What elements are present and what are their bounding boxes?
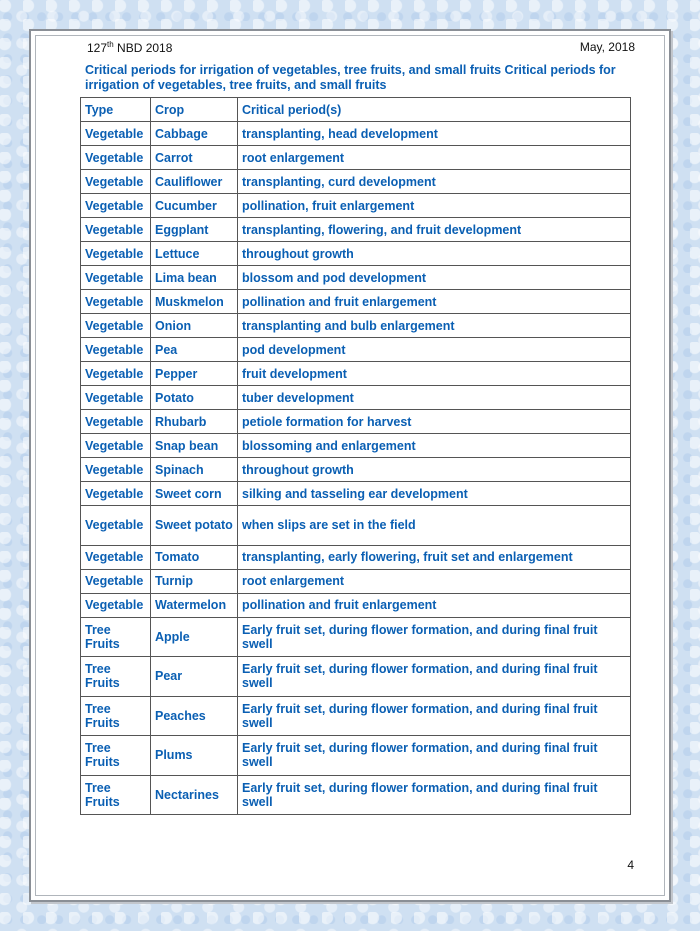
critical-periods-table <box>80 97 631 815</box>
type-cell: Vegetable <box>81 569 151 593</box>
table-row <box>81 696 631 736</box>
critical-period-cell: when slips are set in the field <box>238 506 631 546</box>
critical-period-cell: pollination and fruit enlargement <box>238 290 631 314</box>
crop-cell: Sweet corn <box>151 482 238 506</box>
table-row <box>81 657 631 697</box>
crop-cell: Carrot <box>151 146 238 170</box>
table-row <box>81 775 631 815</box>
column-header-critical-period: Critical period(s) <box>238 98 631 122</box>
critical-period-cell: pollination and fruit enlargement <box>238 593 631 617</box>
table-row <box>81 482 631 506</box>
type-cell: Vegetable <box>81 290 151 314</box>
crop-cell: Onion <box>151 314 238 338</box>
crop-cell: Plums <box>151 736 238 776</box>
critical-period-cell: transplanting, flowering, and fruit development <box>238 218 631 242</box>
critical-period-cell: throughout growth <box>238 242 631 266</box>
type-cell: Vegetable <box>81 314 151 338</box>
crop-cell: Pepper <box>151 362 238 386</box>
type-cell: Tree Fruits <box>81 617 151 657</box>
type-cell: Vegetable <box>81 434 151 458</box>
table-row <box>81 314 631 338</box>
table-row <box>81 146 631 170</box>
type-cell: Vegetable <box>81 362 151 386</box>
type-cell: Tree Fruits <box>81 696 151 736</box>
type-cell: Vegetable <box>81 170 151 194</box>
edition-number: 127 <box>87 41 108 55</box>
crop-cell: Tomato <box>151 545 238 569</box>
type-cell: Vegetable <box>81 242 151 266</box>
column-header-type: Type <box>81 98 151 122</box>
critical-period-cell: blossom and pod development <box>238 266 631 290</box>
table-row <box>81 569 631 593</box>
table-row <box>81 506 631 546</box>
critical-period-cell: Early fruit set, during flower formation, and during final fruit swell <box>238 775 631 815</box>
type-cell: Vegetable <box>81 194 151 218</box>
critical-period-cell: fruit development <box>238 362 631 386</box>
table-body <box>81 122 631 815</box>
type-cell: Vegetable <box>81 482 151 506</box>
critical-period-cell: throughout growth <box>238 458 631 482</box>
critical-period-cell: Early fruit set, during flower formation, and during final fruit swell <box>238 696 631 736</box>
edition-suffix: th <box>107 40 114 49</box>
header-edition <box>87 40 172 55</box>
table-row <box>81 362 631 386</box>
crop-cell: Nectarines <box>151 775 238 815</box>
crop-cell: Snap bean <box>151 434 238 458</box>
table-row <box>81 266 631 290</box>
crop-cell: Rhubarb <box>151 410 238 434</box>
critical-period-cell: Early fruit set, during flower formation, and during final fruit swell <box>238 617 631 657</box>
table-row <box>81 290 631 314</box>
table-row <box>81 434 631 458</box>
crop-cell: Muskmelon <box>151 290 238 314</box>
edition-rest: NBD 2018 <box>113 41 173 55</box>
table-row <box>81 122 631 146</box>
table-header-row <box>81 98 631 122</box>
crop-cell: Cucumber <box>151 194 238 218</box>
type-cell: Vegetable <box>81 458 151 482</box>
critical-period-cell: Early fruit set, during flower formation, and during final fruit swell <box>238 657 631 697</box>
table-row <box>81 545 631 569</box>
critical-period-cell: root enlargement <box>238 569 631 593</box>
page-number: 4 <box>627 858 634 872</box>
table-row <box>81 242 631 266</box>
table-row <box>81 593 631 617</box>
type-cell: Vegetable <box>81 410 151 434</box>
crop-cell: Cabbage <box>151 122 238 146</box>
table-row <box>81 410 631 434</box>
critical-period-cell: transplanting, early flowering, fruit set and enlargement <box>238 545 631 569</box>
type-cell: Vegetable <box>81 266 151 290</box>
table-row <box>81 338 631 362</box>
type-cell: Tree Fruits <box>81 657 151 697</box>
critical-period-cell: transplanting, curd development <box>238 170 631 194</box>
crop-cell: Spinach <box>151 458 238 482</box>
crop-cell: Potato <box>151 386 238 410</box>
type-cell: Vegetable <box>81 506 151 546</box>
table-row <box>81 617 631 657</box>
table-row <box>81 218 631 242</box>
crop-cell: Cauliflower <box>151 170 238 194</box>
table-row <box>81 458 631 482</box>
crop-cell: Turnip <box>151 569 238 593</box>
crop-cell: Pear <box>151 657 238 697</box>
crop-cell: Pea <box>151 338 238 362</box>
crop-cell: Apple <box>151 617 238 657</box>
table-row <box>81 170 631 194</box>
type-cell: Vegetable <box>81 122 151 146</box>
crop-cell: Lettuce <box>151 242 238 266</box>
crop-cell: Peaches <box>151 696 238 736</box>
column-header-crop: Crop <box>151 98 238 122</box>
critical-period-cell: pod development <box>238 338 631 362</box>
table-title: Critical periods for irrigation of vegetables, tree fruits, and small fruits Critical periods for irrigation of vegetables, tree fruits, and small fruits <box>81 60 629 96</box>
table-row <box>81 194 631 218</box>
critical-period-cell: root enlargement <box>238 146 631 170</box>
type-cell: Vegetable <box>81 386 151 410</box>
critical-period-cell: Early fruit set, during flower formation, and during final fruit swell <box>238 736 631 776</box>
table-row <box>81 386 631 410</box>
critical-period-cell: transplanting, head development <box>238 122 631 146</box>
type-cell: Vegetable <box>81 593 151 617</box>
critical-period-cell: pollination, fruit enlargement <box>238 194 631 218</box>
crop-cell: Eggplant <box>151 218 238 242</box>
crop-cell: Lima bean <box>151 266 238 290</box>
type-cell: Vegetable <box>81 338 151 362</box>
critical-period-cell: tuber development <box>238 386 631 410</box>
critical-period-cell: blossoming and enlargement <box>238 434 631 458</box>
type-cell: Vegetable <box>81 146 151 170</box>
type-cell: Tree Fruits <box>81 736 151 776</box>
table-row <box>81 736 631 776</box>
header-date: May, 2018 <box>579 40 635 54</box>
critical-period-cell: petiole formation for harvest <box>238 410 631 434</box>
crop-cell: Watermelon <box>151 593 238 617</box>
crop-cell: Sweet potato <box>151 506 238 546</box>
critical-period-cell: transplanting and bulb enlargement <box>238 314 631 338</box>
critical-period-cell: silking and tasseling ear development <box>238 482 631 506</box>
type-cell: Vegetable <box>81 545 151 569</box>
type-cell: Vegetable <box>81 218 151 242</box>
type-cell: Tree Fruits <box>81 775 151 815</box>
